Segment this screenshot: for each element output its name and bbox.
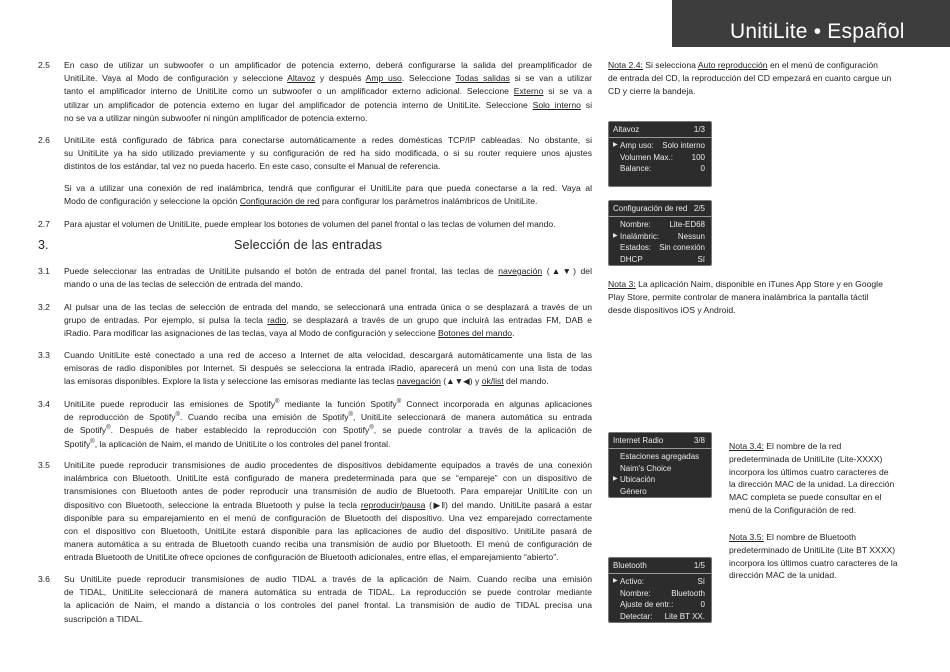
registered-mark: ® <box>348 412 353 419</box>
section-heading: Selección de las entradas <box>234 238 383 252</box>
text-line <box>729 453 929 466</box>
display-menu-label-text: Balance: <box>620 164 652 173</box>
display-page-indicator: 1/5 <box>693 561 705 570</box>
display-menu-value: Solo interno <box>662 141 705 150</box>
text-line <box>64 398 592 411</box>
text-run: iRadio. Para modificar las asignaciones de las teclas, vaya al Modo de configuración y seleccione <box>64 328 439 339</box>
text-line <box>64 485 592 498</box>
display-menu-row <box>609 576 711 588</box>
display-divider <box>609 137 711 138</box>
text-line <box>64 551 592 564</box>
text-line <box>64 301 592 314</box>
display-network-config <box>608 200 712 266</box>
text-run: suscripción a TIDAL. <box>64 613 144 624</box>
emphasized-term: ok/list <box>481 376 504 387</box>
text-line <box>64 375 592 388</box>
display-menu-value: 0 <box>700 600 705 609</box>
text-run: utilizar un amplificador de potencia externo en lugar del amplificador de potencia interno de UnitiLite. Seleccione <box>64 99 533 110</box>
display-title: Internet Radio <box>613 436 664 445</box>
text-line <box>729 466 929 479</box>
display-menu-label-text: Nombre: <box>620 588 651 598</box>
emphasized-term: Auto reproducción <box>697 60 768 70</box>
paragraph-3-5 <box>64 459 592 565</box>
display-menu-row <box>609 152 711 164</box>
text-run: distintos de los estándar, tal vez no pueda hacerlo. En este caso, consulte el Manual de referencia. <box>64 161 441 172</box>
paragraph-3-1 <box>64 265 592 291</box>
text-run: si <box>580 99 592 110</box>
display-page-indicator: 1/3 <box>693 125 705 134</box>
text-line <box>64 182 592 195</box>
text-run: y después <box>315 73 366 84</box>
selection-arrow-icon: ▶ <box>613 476 618 482</box>
text-line <box>729 478 929 491</box>
text-line <box>608 59 908 72</box>
display-menu-label <box>613 576 644 588</box>
text-line <box>64 411 592 424</box>
display-menu-label <box>613 152 673 164</box>
text-run: , la aplicación de Naim, el mando de UnitiLite o los controles del panel frontal. <box>94 438 391 449</box>
text-run: inalámbrica con Bluetooth. UnitiLite está configurado de manera predeterminada para que se “empareje” con un dispositivo de <box>64 473 592 484</box>
display-menu-label-text: Naim's Choice <box>620 463 672 473</box>
text-line <box>729 557 929 570</box>
section-number: 3.4 <box>38 399 50 409</box>
display-divider <box>609 573 711 574</box>
text-run: Al pulsar una de las teclas de selección de entrada del mando, se seleccionará una entrada única o se desplazará a través de un <box>64 302 592 312</box>
text-line <box>64 586 592 599</box>
text-line <box>64 525 592 538</box>
text-run: En caso de utilizar un subwoofer o un amplificador de potencia externo, deberá configurarse la salida del preamplificador de <box>64 60 592 70</box>
display-menu-row <box>609 486 711 498</box>
text-run: menú de la Configuración de red. <box>729 504 857 515</box>
display-menu-row <box>609 140 711 152</box>
text-run: para configurar los parámetros inalámbricos de UnitiLite. <box>319 196 538 207</box>
display-menu-row <box>609 474 711 486</box>
text-run: Puede seleccionar las entradas de UnitiLite pulsando el botón de entrada del panel frontal, las teclas de <box>64 266 499 276</box>
text-run: con el dispositivo con Bluetooth, UnitiLite estará disponible para las aplicaciones de audio del dispositivo. UnitiLite pasará de <box>64 526 592 537</box>
text-run: . Cuando reciba una emisión de Spotify <box>179 412 349 423</box>
text-run: Para ajustar el volumen de UnitiLite, puede emplear los botones de volumen del panel frontal o las teclas de volumen del mando. <box>64 219 556 229</box>
text-line <box>608 304 908 317</box>
text-line <box>64 327 592 340</box>
section-number: 3.1 <box>38 266 50 276</box>
display-menu-label <box>613 163 651 175</box>
display-menu-value: Nessun <box>677 231 705 241</box>
text-line <box>608 85 908 98</box>
display-menu-row <box>609 219 711 231</box>
text-run: no se va a utilizar ningún subwoofer ni ningún amplificador de potencia externo. <box>64 112 368 123</box>
section-number: 2.6 <box>38 135 50 145</box>
display-menu-row <box>609 254 711 266</box>
text-line <box>64 112 592 125</box>
display-menu-row <box>609 611 711 623</box>
text-run: Si selecciona <box>642 60 698 70</box>
display-menu-value: Sí <box>697 254 705 264</box>
emphasized-term: Externo <box>513 86 544 97</box>
text-line <box>64 438 592 451</box>
emphasized-term: Configuración de red <box>239 196 320 207</box>
display-menu-label-text: Género <box>620 486 647 496</box>
display-menu-label-text: Estados: <box>620 243 652 252</box>
emphasized-term: radio <box>267 315 287 326</box>
text-run: si se va a <box>543 86 592 97</box>
text-run: grupo de entradas. Por ejemplo, si pulsa la tecla <box>64 315 268 326</box>
text-line <box>608 278 908 291</box>
display-menu-label <box>613 231 659 243</box>
text-line <box>64 613 592 626</box>
text-run: , UnitiLite seleccionará de manera automática su entrada <box>352 412 592 423</box>
display-menu-label-text: Detectar: <box>620 611 653 621</box>
note-3 <box>608 278 908 316</box>
display-menu-label-text: Activo: <box>620 577 645 586</box>
text-line <box>64 195 592 208</box>
display-menu-label-text: Nombre: <box>620 220 651 229</box>
section-number: 2.7 <box>38 219 50 229</box>
text-run: de entrada del CD, la reproducción del CD empezará en cuanto cargue un <box>608 72 892 83</box>
text-run: Spotify <box>64 438 91 449</box>
text-line <box>729 569 929 582</box>
display-menu-label <box>613 463 671 475</box>
display-title-row <box>609 435 711 447</box>
text-run: Su UnitiLite puede reproducir transmisiones de audio TIDAL a través de la aplicación de Naim. Cuando reciba una emisión <box>64 574 592 584</box>
emphasized-term: Nota 2.4: <box>608 60 643 70</box>
section-number: 2.5 <box>38 60 50 70</box>
text-line <box>64 573 592 586</box>
display-bluetooth <box>608 557 712 623</box>
display-menu-label <box>613 451 699 463</box>
display-page-indicator: 3/8 <box>693 436 705 445</box>
text-line <box>64 512 592 525</box>
emphasized-term: Altavoz <box>287 73 316 84</box>
text-line <box>608 291 908 304</box>
display-menu-value: Sin conexión <box>659 243 705 252</box>
display-menu-label <box>613 242 651 254</box>
text-run: la aplicación de Naim, el mando a distancia o los controles del panel frontal. La transmisión de audio de TIDAL precisa una <box>64 600 592 611</box>
text-run: de Spotify <box>64 425 107 436</box>
text-line <box>608 72 908 85</box>
display-menu-label-text: DHCP <box>620 254 643 264</box>
display-menu-value: Lite-ED68 <box>669 220 705 229</box>
text-run: incorpora los últimos cuatro caracteres de <box>729 466 889 477</box>
text-run: (▶‖) del mando. UnitiLite pasará a estar <box>425 499 593 510</box>
text-line <box>64 147 592 160</box>
text-line <box>729 491 929 504</box>
display-menu-label-text: Amp uso: <box>620 141 654 150</box>
text-run: La aplicación Naim, disponible en iTunes App Store y en Google <box>635 279 883 289</box>
text-run: Modo de configuración y seleccione la opción <box>64 196 240 207</box>
display-title: Bluetooth <box>613 561 647 570</box>
text-run: de reproducción de Spotify <box>64 412 176 423</box>
display-menu-row <box>609 163 711 175</box>
paragraph-2-6 <box>64 134 592 174</box>
section-number: 3.6 <box>38 574 50 584</box>
text-line <box>64 349 592 362</box>
text-line <box>64 499 592 512</box>
display-menu-value: Bluetooth <box>671 588 705 598</box>
text-line <box>729 440 929 453</box>
text-line <box>64 265 592 278</box>
text-line <box>64 424 592 437</box>
text-line <box>729 504 929 517</box>
text-run: predeterminada de UnitiLite (Lite-XXXX) <box>729 453 883 464</box>
text-line <box>64 160 592 173</box>
display-menu-label <box>613 611 652 623</box>
text-run: Connect incorporada en algunas aplicaciones <box>401 399 593 409</box>
text-run: El nombre de Bluetooth <box>763 532 857 542</box>
registered-mark: ® <box>396 399 402 406</box>
display-title: Altavoz <box>613 125 640 134</box>
display-menu-label <box>613 599 673 611</box>
text-line <box>64 538 592 551</box>
section-number: 3.5 <box>38 460 50 470</box>
display-menu-label <box>613 254 643 266</box>
text-run: mediante la función Spotify <box>279 399 397 409</box>
text-run: (▲▼) del <box>542 266 592 276</box>
text-run: las emisoras disponibles. Explore la lista y seleccione las emisoras mediante las teclas <box>64 376 397 387</box>
display-menu-row <box>609 451 711 463</box>
text-line <box>64 314 592 327</box>
emphasized-term: Nota 3: <box>608 279 636 289</box>
display-divider <box>609 448 711 449</box>
text-run: Si va a utilizar una conexión de red inalámbrica, tendrá que configurar el UnitiLite para que pueda conectarse a la red. Vaya al <box>64 183 592 193</box>
text-run: incorpora los últimos cuatro caracteres de la <box>729 557 898 568</box>
display-menu-label <box>613 219 651 231</box>
text-run: del mando. <box>503 376 549 387</box>
section-number: 3.3 <box>38 350 50 360</box>
text-run: su UnitiLite ya ha sido utilizado previamente y su configuración de red ha sido modificada, o si su router requiere unos ajustes <box>64 148 592 159</box>
text-run: en el menú de configuración <box>767 60 878 70</box>
display-menu-label-text: Volumen Max.: <box>620 152 673 162</box>
text-run: emisoras de radio disponibles por Internet. Si después se selecciona la entrada iRadio, aparecerá un menú con una lista de todas <box>64 363 592 374</box>
selection-arrow-icon: ▶ <box>613 232 618 239</box>
text-run: disponible para su emparejamiento en el menú de configuración de Bluetooth del dispositivo. Una vez emparejado correctamente <box>64 512 592 523</box>
note-3-5 <box>729 531 929 582</box>
display-menu-value: Lite BT XX. <box>664 611 705 621</box>
text-line <box>64 99 592 112</box>
display-title-row <box>609 560 711 572</box>
text-run: UnitiLite puede reproducir transmisiones de audio procedentes de dispositivos debidamente equipados a través de una conexión <box>64 460 592 470</box>
display-menu-label <box>613 474 655 486</box>
text-line <box>64 599 592 612</box>
display-menu-row <box>609 242 711 254</box>
text-run: MAC completa se puede consultar en el <box>729 492 882 503</box>
registered-mark: ® <box>369 425 374 432</box>
paragraph-3-6 <box>64 573 592 626</box>
display-menu-label <box>613 486 647 498</box>
text-run: , se puede controlar a través de la aplicación de <box>373 425 593 436</box>
display-page-indicator: 2/5 <box>693 204 705 213</box>
text-run: entrada Bluetooth de UnitiLite ofrece opciones de configuración de Bluetooth adicionales, entre ellas, el emparejamiento “abierto”. <box>64 552 559 563</box>
emphasized-term: Todas salidas <box>455 73 510 84</box>
text-line <box>64 472 592 485</box>
text-run: Cuando UnitiLite esté conectado a una red de acceso a Internet de alta velocidad, descargará automáticamente una lista de las <box>64 350 592 360</box>
emphasized-term: navegación <box>396 376 441 387</box>
selection-arrow-icon: ▶ <box>613 142 618 148</box>
registered-mark: ® <box>275 399 280 406</box>
display-title-row <box>609 124 711 136</box>
text-run: manera automática a su entrada de Bluetooth cuando reciba una transmisión de audio por Bluetooth. El menú de configuración de <box>64 539 592 550</box>
display-divider <box>609 216 711 217</box>
display-menu-row <box>609 588 711 600</box>
text-run: transmisiones con Bluetooth antes de poder reproducir una transmisión de audio de Bluetooth. Para emparejar UnitiLite con un <box>64 486 592 497</box>
text-line <box>729 531 929 544</box>
text-run: . Seleccione <box>401 73 456 84</box>
emphasized-term: Solo interno <box>532 99 581 110</box>
text-run: , se desplazará a través de un grupo que incluirá las entradas FM, DAB e <box>286 315 592 326</box>
paragraph-3-4 <box>64 398 592 451</box>
display-title: Configuración de red <box>613 204 688 213</box>
paragraph-2-6-wireless <box>64 182 592 208</box>
section-number: 3.2 <box>38 302 50 312</box>
registered-mark: ® <box>175 412 180 419</box>
display-menu-label-text: Ubicación <box>620 475 656 484</box>
display-menu-label-text: Estaciones agregadas <box>620 452 700 461</box>
registered-mark: ® <box>106 425 111 432</box>
display-menu-value: 0 <box>700 164 705 173</box>
text-run: UnitiLite puede reproducir las emisiones de Spotify <box>64 399 275 409</box>
text-run: . Después de haber establecido la reproducción con Spotify <box>110 425 370 436</box>
display-menu-row <box>609 231 711 243</box>
text-run: tanto el amplificador interno de UnitiLite como un subwoofer o un amplificador externo adicional. Seleccione <box>64 86 514 97</box>
paragraph-3-2 <box>64 301 592 341</box>
display-internet-radio <box>608 432 712 498</box>
text-run: de TIDAL, UnitiLite seleccionará de manera automática su entrada de TIDAL. La reproducción se puede controlar mediante <box>64 587 592 598</box>
display-menu-value: 100 <box>691 152 705 162</box>
text-run: si se van a utilizar <box>509 73 592 84</box>
page-title: UnitiLite • Español <box>730 20 905 43</box>
note-2-4 <box>608 59 908 97</box>
text-line <box>64 362 592 375</box>
heading-number: 3. <box>38 238 49 252</box>
registered-mark: ® <box>90 438 95 445</box>
display-menu-row <box>609 599 711 611</box>
text-line <box>64 85 592 98</box>
emphasized-term: reproducir/pausa <box>360 499 426 510</box>
emphasized-term: navegación <box>498 266 543 276</box>
emphasized-term: Nota 3.4: <box>729 441 764 451</box>
text-run: la dirección MAC de la unidad. La dirección <box>729 479 895 490</box>
display-menu-label-text: Ajuste de entr.: <box>620 600 674 609</box>
text-run: (▲▼◀) y <box>440 376 482 387</box>
text-line <box>64 59 592 72</box>
text-run: CD y cierre la bandeja. <box>608 85 696 96</box>
text-line <box>64 459 592 472</box>
paragraph-3-3 <box>64 349 592 389</box>
text-run: UnitiLite está configurado de fábrica para conectarse automáticamente a redes domésticas TCP/IP cableadas. No obstante, si <box>64 135 592 145</box>
emphasized-term: Amp uso <box>365 73 402 84</box>
text-run: dispositivo con Bluetooth, seleccione la entrada Bluetooth y pulse la tecla <box>64 499 361 510</box>
display-menu-label <box>613 588 651 600</box>
text-run: dirección MAC de la unidad. <box>729 570 837 581</box>
text-run: UnitiLite. Vaya al Modo de configuración y seleccione <box>64 73 288 84</box>
paragraph-2-5 <box>64 59 592 125</box>
display-menu-label <box>613 140 654 152</box>
display-menu-row <box>609 463 711 475</box>
text-line <box>64 218 592 231</box>
text-line <box>729 544 929 557</box>
emphasized-term: Nota 3.5: <box>729 532 764 542</box>
display-title-row <box>609 203 711 215</box>
text-run: mando o una de las teclas de selección de entrada del mando. <box>64 279 303 290</box>
emphasized-term: Botones del mando <box>438 328 513 339</box>
text-run: predeterminado de UnitiLite (Lite BT XXXX) <box>729 544 896 555</box>
text-line <box>64 72 592 85</box>
text-run: Play Store, permite controlar de manera inalámbrica la pantalla táctil <box>608 291 869 302</box>
display-menu-label-text: Inalámbric: <box>620 231 660 241</box>
text-line <box>64 134 592 147</box>
selection-arrow-icon: ▶ <box>613 578 618 584</box>
paragraph-2-7 <box>64 218 592 231</box>
text-line <box>64 278 592 291</box>
note-3-4 <box>729 440 929 517</box>
text-run: . <box>512 328 515 339</box>
text-run: El nombre de la red <box>763 441 842 451</box>
display-altavoz <box>608 121 712 187</box>
text-run: desde dispositivos iOS y Android. <box>608 304 736 315</box>
display-menu-value: Sí <box>697 577 705 586</box>
